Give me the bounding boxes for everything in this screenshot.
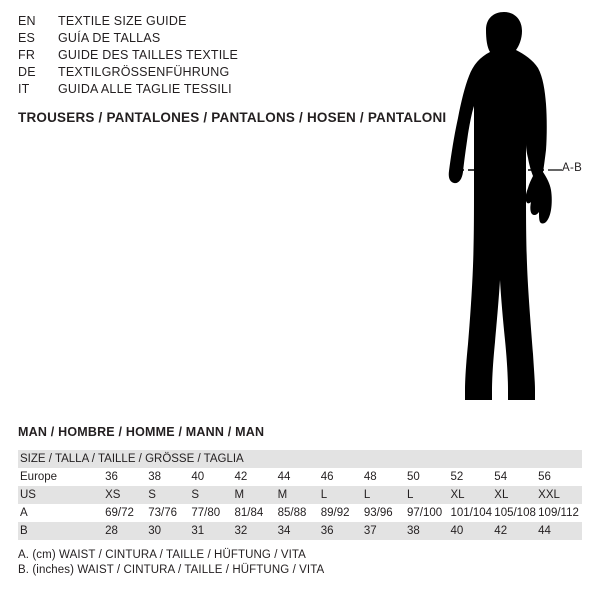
cell: XXL <box>538 489 560 501</box>
cell: 30 <box>148 525 161 537</box>
cell: 46 <box>320 471 334 483</box>
table-row <box>18 504 582 522</box>
cell: 93/96 <box>363 507 393 519</box>
cell: 54 <box>494 471 508 483</box>
table-title: MAN / HOMBRE / HOMME / MANN / MAN <box>18 425 265 439</box>
language-code: DE <box>18 65 36 79</box>
language-row <box>18 65 348 82</box>
cell: 109/112 <box>538 507 579 519</box>
table-row <box>18 450 582 468</box>
cell: XS <box>105 489 121 501</box>
cell: 89/92 <box>320 507 350 519</box>
language-text: TEXTILGRÖSSENFÜHRUNG <box>58 65 230 79</box>
language-list <box>18 14 348 99</box>
language-code: FR <box>18 48 36 62</box>
footnote-a: A. (cm) WAIST / CINTURA / TAILLE / HÜFTUNG / VITA <box>18 549 306 561</box>
cell: M <box>234 489 245 501</box>
cell: 44 <box>277 471 291 483</box>
language-code: EN <box>18 14 36 28</box>
cell: L <box>406 489 414 501</box>
table-row <box>18 522 582 540</box>
language-text: TEXTILE SIZE GUIDE <box>58 14 187 28</box>
cell: 85/88 <box>277 507 307 519</box>
cell: 42 <box>234 471 248 483</box>
cell: 34 <box>277 525 291 537</box>
cell: 56 <box>538 471 551 483</box>
cell: 37 <box>363 525 377 537</box>
cell: 69/72 <box>105 507 134 519</box>
cell: S <box>148 489 156 501</box>
cell: 77/80 <box>191 507 221 519</box>
cell: 105/108 <box>494 507 536 519</box>
language-code: ES <box>18 31 36 45</box>
cell: 44 <box>538 525 551 537</box>
language-code: IT <box>18 82 30 96</box>
cell: L <box>320 489 328 501</box>
footnotes <box>18 548 324 578</box>
cell: 38 <box>148 471 161 483</box>
cell: 36 <box>105 471 118 483</box>
language-row <box>18 14 348 31</box>
cell: 73/76 <box>148 507 177 519</box>
cell: 81/84 <box>234 507 264 519</box>
table-row <box>18 486 582 504</box>
language-row <box>18 48 348 65</box>
cell: XL <box>450 489 465 501</box>
cell: M <box>277 489 288 501</box>
cell: XL <box>494 489 509 501</box>
cell: 38 <box>406 525 420 537</box>
section-title: TROUSERS / PANTALONES / PANTALONS / HOSEN / PANTALONI <box>18 110 447 125</box>
cell: 31 <box>191 525 205 537</box>
language-text: GUIDA ALLE TAGLIE TESSILI <box>58 82 232 96</box>
table-row <box>18 468 582 486</box>
figure-illustration <box>400 8 600 408</box>
cell: 52 <box>450 471 464 483</box>
man-silhouette-icon <box>400 8 600 408</box>
size-table <box>18 450 582 540</box>
measure-label-ab: A-B <box>562 162 583 174</box>
cell: 42 <box>494 525 508 537</box>
cell: L <box>363 489 371 501</box>
cell: 32 <box>234 525 248 537</box>
language-text: GUIDE DES TAILLES TEXTILE <box>58 48 239 62</box>
row-label: Europe <box>20 471 58 483</box>
cell: 40 <box>450 525 464 537</box>
row-label: SIZE / TALLA / TAILLE / GRÖSSE / TAGLIA <box>20 453 244 465</box>
footnote-b: B. (inches) WAIST / CINTURA / TAILLE / HÜFTUNG / VITA <box>18 564 325 576</box>
cell: S <box>191 489 199 501</box>
cell: 97/100 <box>406 507 443 519</box>
row-label: A <box>20 507 28 519</box>
language-text: GUÍA DE TALLAS <box>58 31 161 45</box>
cell: 101/104 <box>450 507 493 519</box>
language-row <box>18 31 348 48</box>
cell: 48 <box>363 471 377 483</box>
cell: 50 <box>406 471 420 483</box>
row-label: B <box>20 525 28 537</box>
cell: 28 <box>105 525 118 537</box>
row-label: US <box>20 489 36 501</box>
cell: 40 <box>191 471 205 483</box>
language-row <box>18 82 348 99</box>
cell: 36 <box>320 525 334 537</box>
